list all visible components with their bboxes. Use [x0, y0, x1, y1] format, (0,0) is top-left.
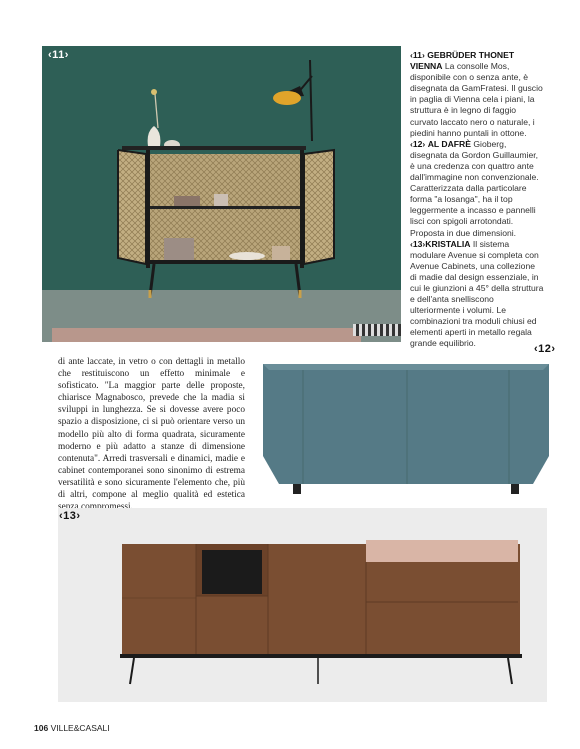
brand-aldafre: AL DAFRÈ: [427, 138, 471, 149]
photo-number-13: ‹13›: [59, 510, 81, 522]
product-captions: [410, 50, 544, 350]
caption-aldafre-text: Gioberg, disegnata da Gordon Guillaumier, è una credenza con quattro ante dall'immagine non convenzionale. Caratterizzata dalla particolare forma "a losanga", ha il top leggermente a incasso e pannelli lisci con spigoli arrotondati. Proposta in due dimensioni.: [410, 138, 539, 238]
article-paragraph: di ante laccate, in vetro o con dettagli in metallo che restituiscono un effetto minimale e sofisticato. "La maggior parte delle proposte, chiarisce Magnabosco, prevede che la madia si sviluppi in lunghezza. Se si dovesse avere poco spazio a disposizione, ci si può orientare verso un modello più alto di forma quadrata, sicuramente moderno e più adatto a stanze di dimensione contenuta". Arredi trasversali e dinamici, madie e cabinet contemporanei sono sinonimo di estrema versatilità e sono sicuramente l'elemento che, più di altri, compone al meglio qualità ed estetica: [58, 357, 245, 501]
photo-credenza-gioberg: [257, 356, 556, 498]
credenza-illustration: [257, 356, 556, 498]
brand-thonet: GEBRÜDER THONET VIENNA: [410, 50, 515, 72]
magazine-name: VILLE&CASALI: [50, 723, 110, 733]
caption-thonet-text: La consolle Mos, disponibile con o senza ante, è disegnata da GamFratesi. Il guscio in paglia di Vienna cela i piani, la struttura è in legno di faggio curvato laccato nero o naturale, i piedini hanno puntali in ottone.: [410, 61, 543, 138]
photo-avenue-cabinets: [58, 508, 547, 702]
photo-number-11: ‹11›: [48, 49, 69, 61]
ref-13: ‹13›: [410, 238, 426, 249]
caption-thonet: [410, 50, 544, 350]
page-number: 106: [34, 723, 49, 733]
madia-illustration: [58, 508, 547, 702]
ref-11: ‹11›: [410, 50, 425, 60]
ref-12: ‹12›: [410, 138, 426, 149]
page-footer: [34, 723, 110, 733]
consolle-illustration: [42, 46, 401, 342]
photo-number-12-label: ‹12›: [534, 343, 556, 355]
photo-consolle-mos: [42, 46, 401, 342]
brand-kristalia: KRISTALIA: [425, 238, 471, 249]
article-body: [58, 356, 245, 513]
caption-kristalia-text: Il sistema modulare Avenue si completa con Avenue Cabinets, una collezione di madie dal design essenziale, in cui le giunzioni a 45° della struttura e dell'anta snelliscono ulteriormente i volumi. Le combinazioni tra moduli chiusi ed elementi aperti in metallo regala grande equilibrio.: [410, 238, 544, 349]
